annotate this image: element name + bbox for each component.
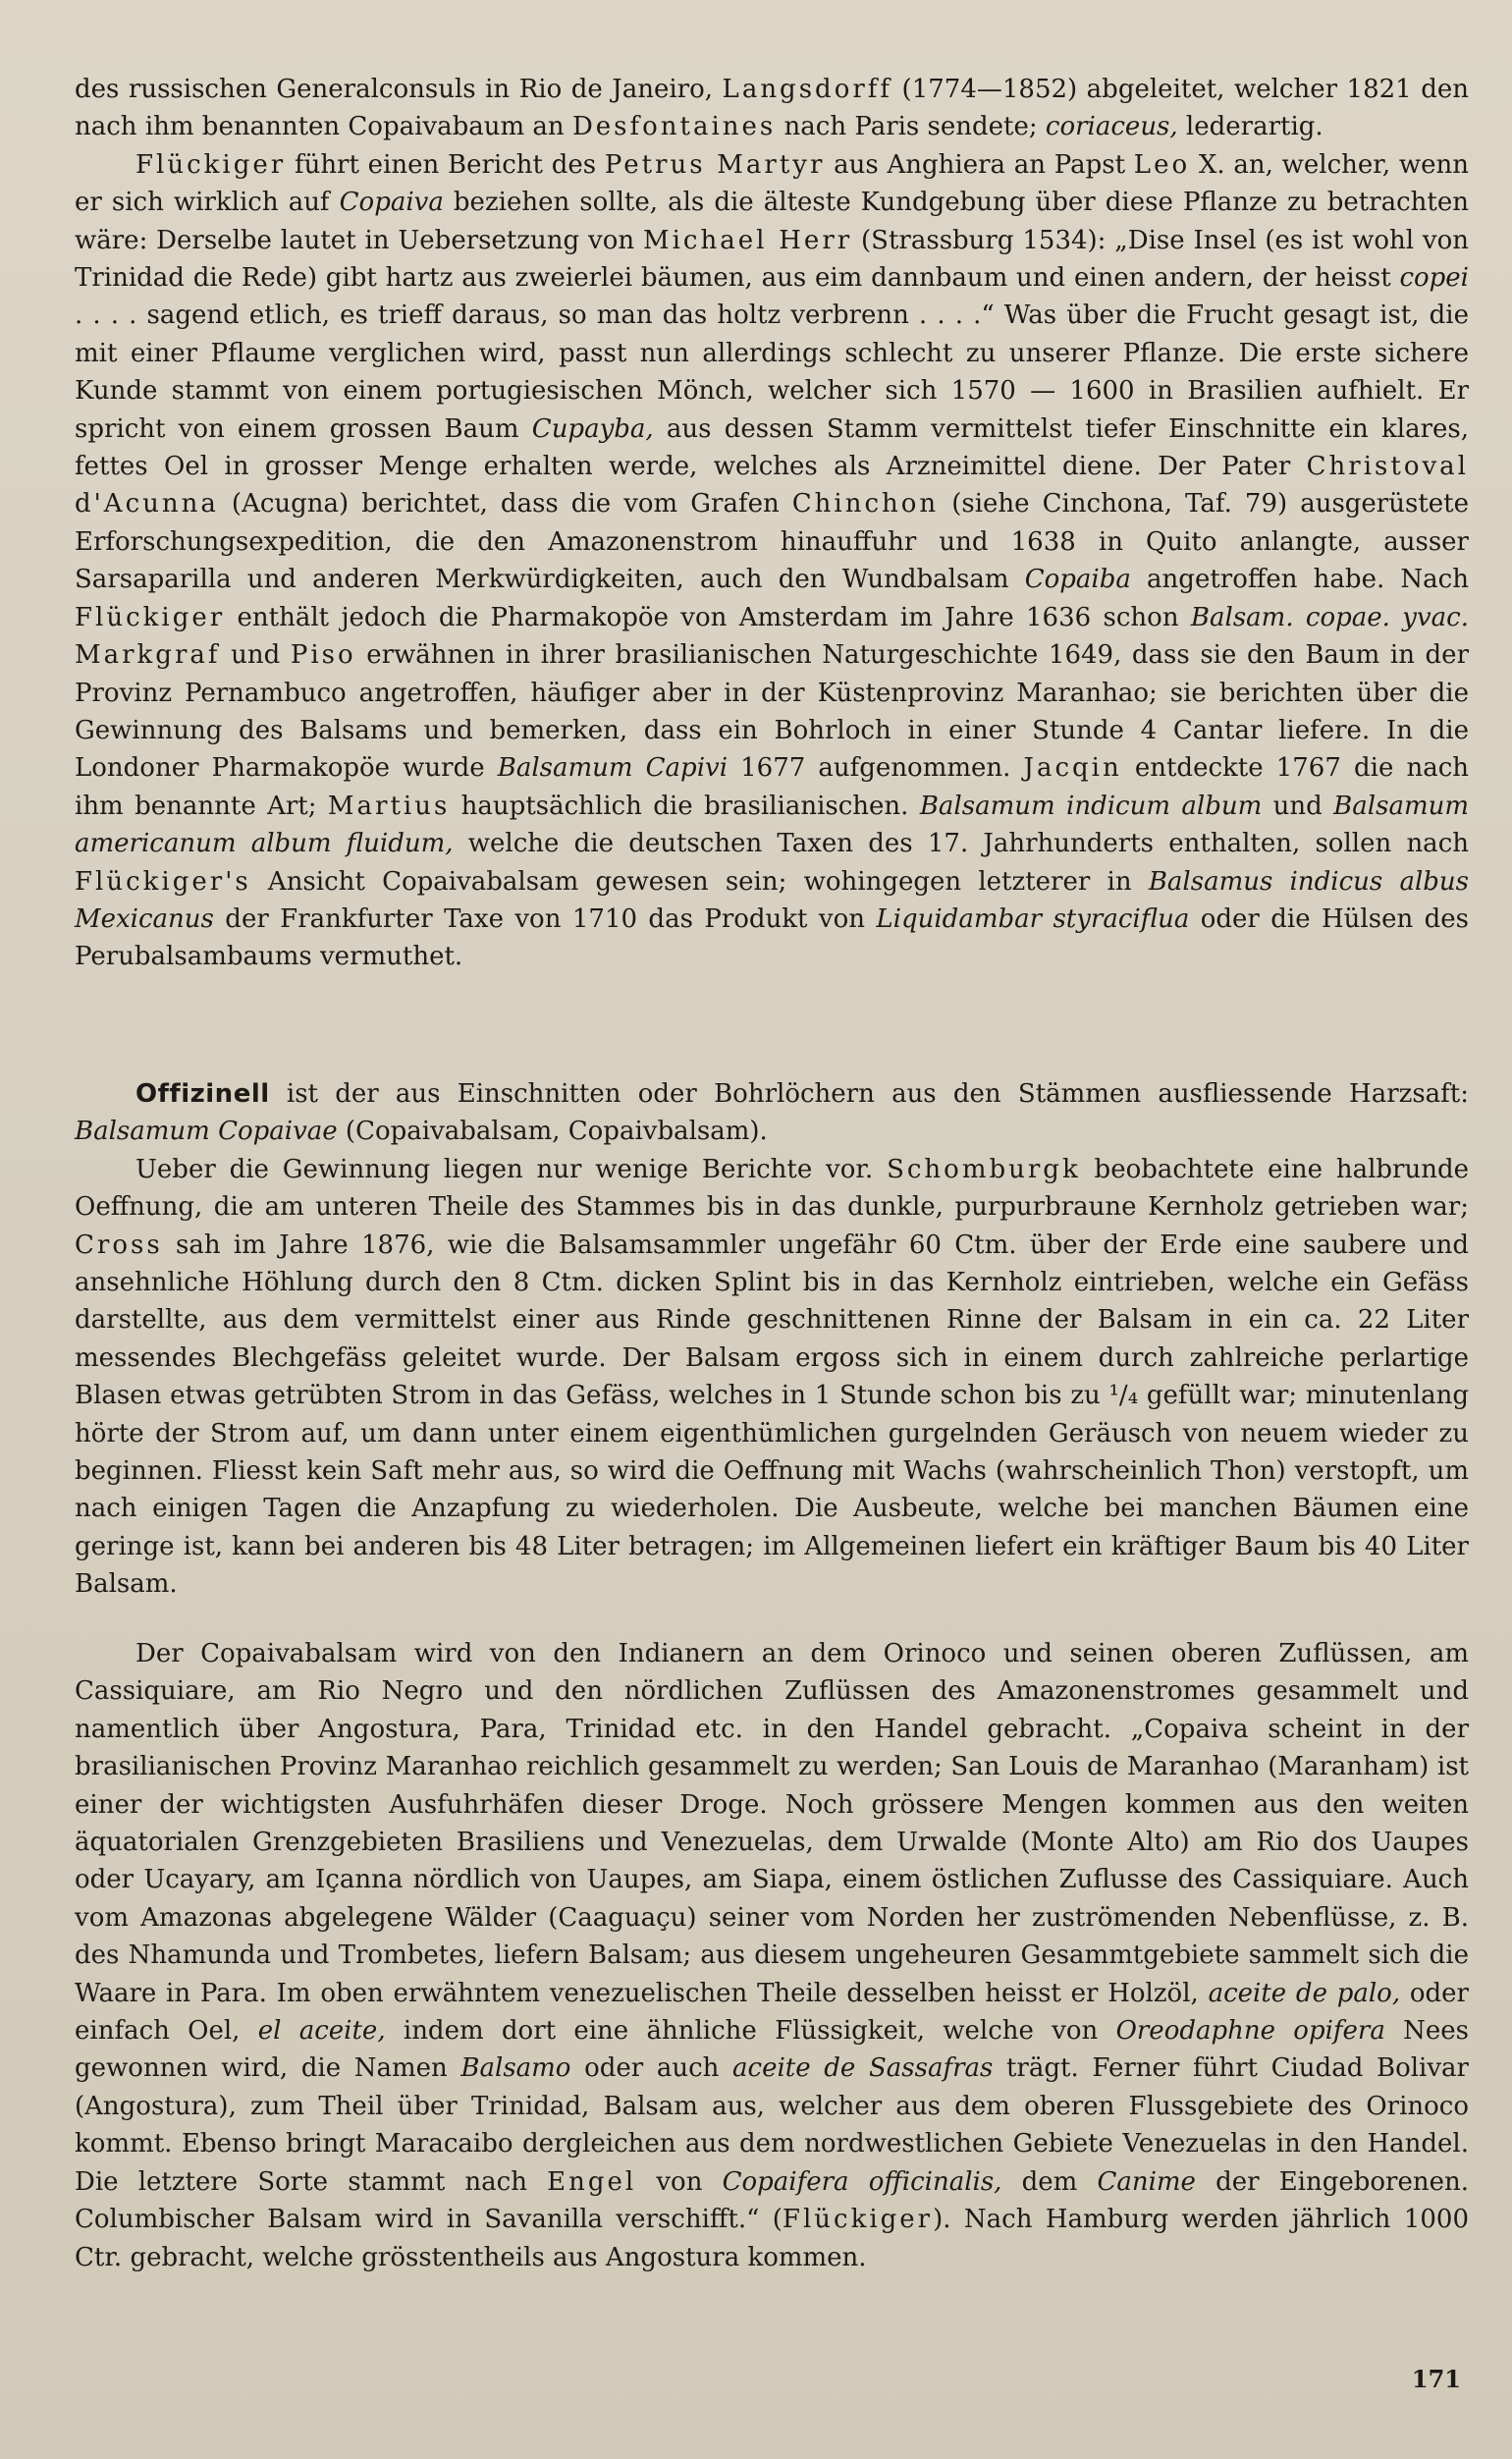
spaced-name: Chinchon — [791, 489, 940, 519]
spaced-name: Langsdorff — [722, 75, 893, 104]
spaced-name: Martius — [327, 791, 451, 821]
italic-term: Copaiba — [1024, 565, 1131, 595]
text-block-history — [75, 71, 1469, 976]
paragraph — [75, 1075, 1469, 1151]
text-block-trade — [75, 1635, 1469, 2276]
text-run: aus dessen Stamm vermittelst tiefer Einschnitte ein klares, fettes Oel in grosser Menge erhalten werde, welches als Arzneimittel diene. Der Pater — [75, 413, 1469, 482]
text-run: der Eingeborenen. Columbischer Balsam wird in Savanilla verschifft.“ ( — [75, 2166, 1470, 2235]
italic-term: coriaceus, — [1045, 112, 1178, 142]
spaced-name: Flückiger — [782, 2205, 934, 2235]
text-run: des russischen Generalconsuls in Rio de Janeiro, — [75, 75, 723, 104]
italic-term: Oreodaphne opifera — [1115, 2016, 1385, 2047]
spaced-name: Cross — [75, 1230, 163, 1260]
text-run: (Strassburg 1534): „Dise Insel (es ist wohl von Trinidad die Rede) gibt hartz aus zweierlei bäumen, aus eim dannbaum und einen andern, der heisst — [75, 225, 1469, 294]
spaced-name: Flückiger — [135, 149, 287, 180]
spaced-name: Jacqin — [1023, 753, 1122, 784]
italic-term: copei — [1399, 263, 1469, 294]
text-run: beobachtete eine halbrunde Oeffnung, die am unteren Theile des Stammes bis in das dunkle, purpurbraune Kernholz getrieben war; — [75, 1154, 1469, 1223]
text-run: lederartig. — [1177, 112, 1323, 142]
text-run: indem dort eine ähnliche Flüssigkeit, welche von — [385, 2016, 1116, 2047]
spaced-name: Desfontaines — [571, 112, 777, 142]
text-run: X. an, welcher, wenn er sich wirklich auf — [75, 149, 1469, 218]
italic-term: Copaiva — [339, 188, 444, 218]
italic-term: Balsamum Copaivae — [75, 1117, 338, 1147]
italic-term: Balsamus indicus albus Mexicanus — [75, 866, 1469, 934]
paragraph — [75, 146, 1469, 976]
italic-term: Balsamum Capivi — [497, 753, 729, 784]
paragraph — [75, 1635, 1469, 2276]
text-run: Der Copaivabalsam wird von den Indianern an dem Orinoco und seinen oberen Zuflüssen, am Cassiquiare, am Rio Negro und den nördlichen Zuflüssen des Amazonenstromes gesammelt und namentlich über Angostura, Para, Trinidad etc. in den Handel gebracht. „Copaiva scheint in der brasilianischen Provinz Maranhao reichlich gesammelt zu werden; San Louis de Maranhao (Maranham) ist einer der wichtigsten Ausfuhrhäfen dieser Droge. Noch grössere Mengen kommen aus den weiten äquatorialen Grenzgebieten Brasiliens und Venezuelas, dem Urwalde (Monte Alto) am Rio dos Uaupes oder Ucayary, am Içanna nördlich von Uaupes, am Siapa, einem östlichen Zuflusse des Cassiquiare. Auch vom Amazonas abgelegene Wälder (Caaguaçu) seiner vom Norden her zuströmenden Nebenflüsse, z. B. des Nhamunda und Trombetes, liefern Balsam; aus diesem ungeheuren Gesammtgebiete sammelt sich die Waare in Para. Im oben erwähntem venezuelischen Theile desselben heisst er Holzöl, — [75, 1639, 1469, 2008]
spaced-name: Markgraf — [75, 640, 221, 671]
text-run: dem — [1001, 2166, 1098, 2197]
text-run: sah im Jahre 1876, wie die Balsamsammler ungefähr 60 Ctm. über der Erde eine saubere und ansehnliche Höhlung durch den 8 Ctm. dicken Splint bis in das Kernholz eintrieben, welche ein Gefäss darstellte, aus dem vermittelst einer aus Rinde geschnittenen Rinne der Balsam in ein ca. 22 Liter messendes Blechgefäss geleitet wurde. Der Balsam ergoss sich in einem durch zahlreiche perlartige Blasen etwas getrübten Strom in das Gefäss, welches in 1 Stunde schon bis zu ¹/₄ gefüllt war; minutenlang hörte der Strom auf, um dann unter einem eigenthümlichen gurgelnden Geräusch von neuem wieder zu beginnen. Fliesst kein Saft mehr aus, so wird die Oeffnung mit Wachs (wahrscheinlich Thon) verstopft, um nach einigen Tagen die Anzapfung zu wiederholen. Die Ausbeute, welche bei manchen Bäumen eine geringe ist, kann bei anderen bis 48 Liter betragen; im Allgemeinen liefert ein kräftiger Baum bis 40 Liter Balsam. — [75, 1230, 1469, 1600]
spaced-name: Piso — [290, 640, 356, 671]
text-run: und — [1262, 791, 1334, 821]
spaced-name: Engel — [547, 2166, 637, 2197]
page-number: 171 — [1411, 2365, 1461, 2393]
spaced-name: Leo — [1133, 149, 1191, 180]
spaced-name: Michael Herr — [642, 225, 853, 255]
text-run: beziehen sollte, als die älteste Kundgebung über diese Pflanze zu betrachten wäre: Derselbe lautet in Uebersetzung von — [75, 188, 1469, 255]
text-run: hauptsächlich die brasilianischen. — [450, 791, 920, 821]
paragraph — [75, 71, 1469, 146]
text-run: (1774—1852) abgeleitet, welcher 1821 den nach ihm benannten Copaivabaum an — [75, 75, 1469, 142]
text-block-officinal — [75, 1075, 1469, 1604]
text-run: und — [220, 640, 291, 671]
text-run: welche die deutschen Taxen des 17. Jahrhunderts enthalten, sollen nach — [453, 829, 1469, 859]
spaced-name: Flückiger's — [75, 866, 251, 897]
text-run: nach Paris sendete; — [776, 112, 1046, 142]
italic-term: aceite de Sassafras — [732, 2053, 994, 2084]
text-run: ist der aus Einschnitten oder Bohrlöchern aus den Stämmen ausfliessende Harzsaft: — [269, 1079, 1469, 1109]
text-run: oder auch — [570, 2053, 733, 2084]
text-run: enthält jedoch die Pharmakopöe von Amsterdam im Jahre 1636 schon — [225, 602, 1191, 632]
italic-term: Balsamum americanum album fluidum, — [75, 791, 1469, 859]
text-run: (siehe Cinchona, Taf. 79) ausgerüstete Erforschungsexpedition, die den Amazonenstrom hinauffuhr und 1638 in Quito anlangte, ausser Sarsaparilla und anderen Merkwürdigkeiten, auch den Wundbalsam — [75, 489, 1469, 595]
text-run: (Acugna) berichtet, dass die vom Grafen — [218, 489, 792, 519]
spaced-name: Christoval d'Acunna — [75, 452, 1469, 519]
italic-term: aceite de palo, — [1208, 1978, 1401, 2008]
text-run: ). Nach Hamburg werden jährlich 1000 Ctr. gebracht, welche grösstentheils aus Angostura kommen. — [75, 2205, 1469, 2272]
italic-term: Cupayba, — [531, 413, 654, 444]
text-run: oder die Hülsen des Perubalsambaums vermuthet. — [75, 903, 1469, 972]
italic-term: Canime — [1097, 2166, 1196, 2197]
spaced-name: Flückiger — [75, 602, 226, 632]
text-run: führt einen Bericht des — [286, 149, 605, 180]
text-run: der Frankfurter Taxe von 1710 das Produkt von — [213, 903, 877, 934]
italic-term: Balsamum indicum album — [919, 791, 1263, 821]
italic-term: Copaifera officinalis, — [722, 2166, 1002, 2197]
text-run: erwähnen in ihrer brasilianischen Naturgeschichte 1649, dass sie den Baum in der Provinz Pernambuco angetroffen, häufiger aber in der Küstenprovinz Maranhao; sie berichten über die Gewinnung des Balsams und bemerken, dass ein Bohrloch in einer Stunde 4 Cantar liefere. In die Londoner Pharmakopöe wurde — [75, 640, 1470, 784]
italic-term: Balsamo — [460, 2053, 571, 2084]
text-run: 1677 aufgenommen. — [728, 753, 1024, 784]
text-run: Nees gewonnen wird, die Namen — [75, 2016, 1469, 2084]
text-run: angetroffen habe. Nach — [1130, 565, 1469, 595]
italic-term: Liquidambar styraciflua — [876, 903, 1190, 934]
text-run: aus Anghiera an Papst — [825, 149, 1134, 180]
text-run: entdeckte 1767 die nach ihm benannte Art; — [75, 753, 1469, 821]
text-run: Ueber die Gewinnung liegen nur wenige Berichte vor. — [135, 1154, 888, 1184]
section-lead: Offizinell — [135, 1079, 270, 1109]
spaced-name: Petrus Martyr — [604, 149, 826, 180]
text-run: von — [636, 2166, 723, 2197]
text-run: Ansicht Copaivabalsam gewesen sein; wohingegen letzterer in — [250, 866, 1149, 897]
spaced-name: Schomburgk — [887, 1154, 1081, 1184]
paragraph — [75, 1151, 1469, 1604]
text-run: trägt. Ferner führt Ciudad Bolivar (Angostura), zum Theil über Trinidad, Balsam aus, welcher aus dem oberen Flussgebiete des Orinoco kommt. Ebenso bringt Maracaibo dergleichen aus dem nordwestlichen Gebiete Venezuelas in den Handel. Die letztere Sorte stammt nach — [75, 2053, 1469, 2197]
text-run: . . . . sagend etlich, es trieff daraus, so man das holtz verbrenn . . . .“ Was über die Frucht gesagt ist, die mit einer Pflaume verglichen wird, passt nun allerdings schlecht zu unserer Pflanze. Die erste sichere Kunde stammt von einem portugiesischen Mönch, welcher sich 1570 — 1600 in Brasilien aufhielt. Er spricht von einem grossen Baum — [75, 301, 1469, 444]
text-run: oder einfach Oel, — [75, 1978, 1469, 2047]
italic-term: el aceite, — [257, 2016, 386, 2047]
italic-term: Balsam. copae. yvac. — [1190, 602, 1469, 632]
text-run: (Copaivabalsam, Copaivbalsam). — [337, 1117, 768, 1147]
